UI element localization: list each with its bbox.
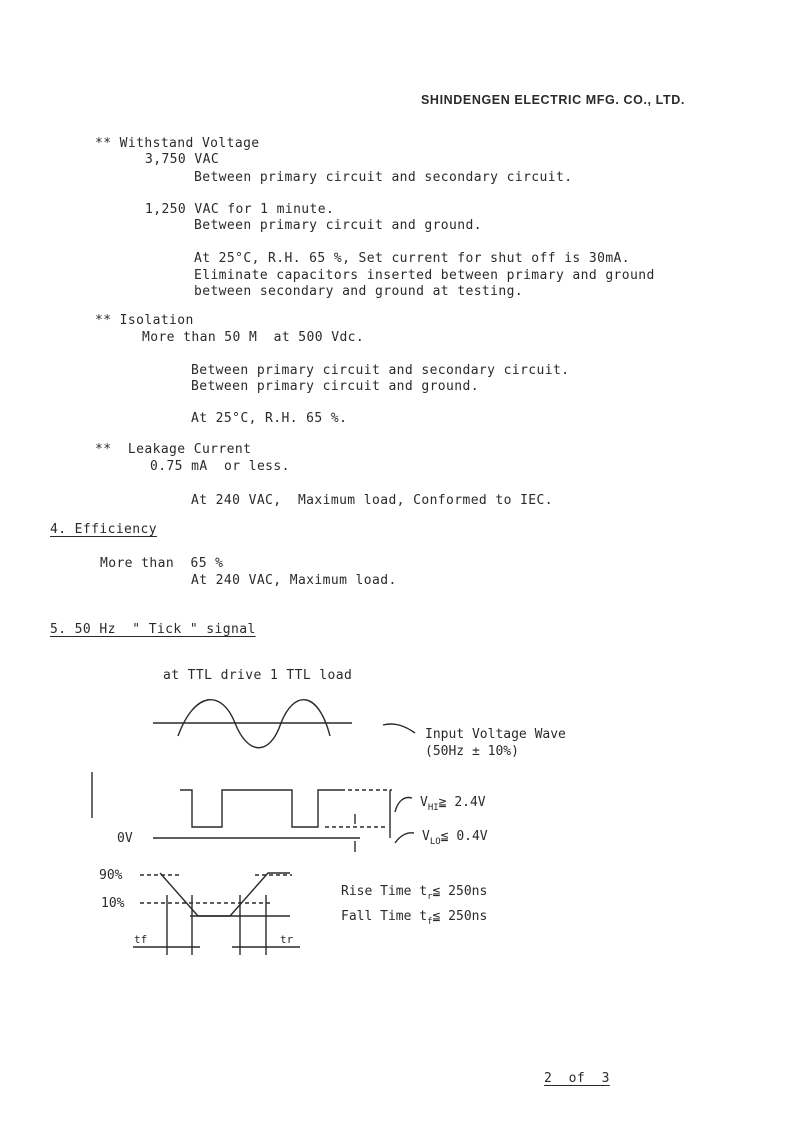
withstand-title: ** Withstand Voltage (95, 136, 260, 151)
leakage-value: 0.75 mA or less. (150, 459, 290, 474)
withstand-v2-desc: Between primary circuit and ground. (194, 218, 482, 233)
isolation-cond: At 25°C, R.H. 65 %. (191, 411, 348, 426)
isolation-desc1: Between primary circuit and secondary circuit. (191, 363, 570, 378)
withstand-note3: between secondary and ground at testing. (194, 284, 524, 299)
company-header: SHINDENGEN ELECTRIC MFG. CO., LTD. (421, 93, 685, 107)
isolation-desc2: Between primary circuit and ground. (191, 379, 479, 394)
page-number: 2 of 3 (544, 1071, 610, 1086)
vlo-leader (395, 833, 414, 843)
output-square-wave (180, 790, 345, 827)
tf-label: tf (134, 933, 148, 946)
input-wave-freq: (50Hz ± 10%) (425, 744, 519, 759)
input-wave-leader (383, 724, 415, 733)
fall-time-label: Fall Time $t_f≦$ 250ns (341, 909, 488, 927)
tick-heading: 5. 50 Hz " Tick " signal (50, 622, 256, 637)
withstand-v1: 3,750 VAC (145, 152, 220, 167)
withstand-note2: Eliminate capacitors inserted between primary and ground (194, 268, 655, 283)
efficiency-heading: 4. Efficiency (50, 522, 157, 537)
p90-label: 90% (99, 868, 123, 883)
withstand-note1: At 25°C, R.H. 65 %, Set current for shut off is 30mA. (194, 251, 631, 266)
efficiency-cond: At 240 VAC, Maximum load. (191, 573, 397, 588)
tr-label: tr (280, 933, 294, 946)
isolation-title: ** Isolation (95, 313, 194, 328)
input-wave-label: Input Voltage Wave (425, 727, 566, 742)
leakage-title: ** Leakage Current (95, 442, 252, 457)
efficiency-value: More than 65 % (100, 556, 224, 571)
vlo-label: $V_{LO}≦$ 0.4V (422, 829, 488, 847)
withstand-v1-desc: Between primary circuit and secondary circuit. (194, 170, 573, 185)
leakage-cond: At 240 VAC, Maximum load, Conformed to IEC. (191, 493, 553, 508)
vhi-leader (395, 798, 412, 812)
input-sine-wave (178, 700, 330, 748)
p10-label: 10% (101, 896, 125, 911)
rise-time-label: Rise Time $t_r≦$ 250ns (341, 884, 488, 902)
zero-volt-label: 0V (117, 831, 133, 846)
vhi-label: $V_{HI}≧$ 2.4V (420, 795, 486, 813)
rise-fall-pulse (160, 873, 290, 916)
tick-drive-label: at TTL drive 1 TTL load (163, 668, 353, 683)
isolation-value: More than 50 M at 500 Vdc. (142, 330, 365, 345)
withstand-v2: 1,250 VAC for 1 minute. (145, 202, 335, 217)
